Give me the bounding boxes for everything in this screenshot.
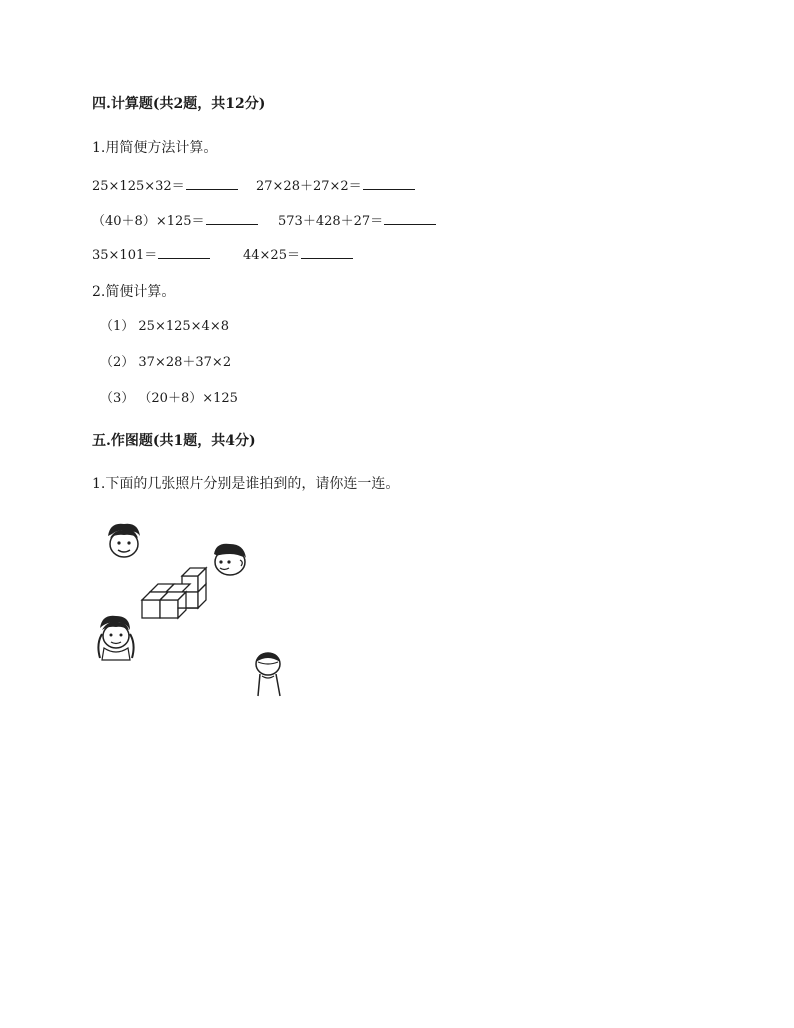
girl-face-icon bbox=[98, 616, 133, 660]
expression-4-1-e: 35×101＝ bbox=[92, 246, 210, 265]
answer-blank[interactable] bbox=[363, 177, 415, 190]
calc-item-2: （2） 37×28＋37×2 bbox=[100, 355, 232, 370]
expression-4-1-b: 27×28＋27×2＝ bbox=[256, 177, 415, 196]
answer-blank[interactable] bbox=[206, 212, 258, 225]
question-prompt-4-2: 2.简便计算。 bbox=[92, 284, 176, 300]
answer-blank[interactable] bbox=[186, 177, 238, 190]
expression-4-1-c: （40＋8）×125＝ bbox=[92, 212, 258, 231]
answer-blank[interactable] bbox=[301, 246, 353, 259]
child-back-icon bbox=[256, 653, 280, 696]
expression-4-1-a: 25×125×32＝ bbox=[92, 177, 238, 196]
question-prompt-5-1: 1.下面的几张照片分别是谁拍到的，请你连一连。 bbox=[92, 476, 400, 492]
answer-blank[interactable] bbox=[158, 246, 210, 259]
calc-item-3: （3） （20＋8）×125 bbox=[100, 391, 238, 406]
question-prompt-4-1: 1.用简便方法计算。 bbox=[92, 140, 218, 156]
boy-face-icon bbox=[108, 524, 140, 557]
section-heading-5: 五.作图题(共1题，共4分) bbox=[92, 433, 256, 449]
answer-blank[interactable] bbox=[384, 212, 436, 225]
section-heading-4: 四.计算题(共2题，共12分) bbox=[92, 96, 266, 112]
expression-4-1-f: 44×25＝ bbox=[243, 246, 353, 265]
calc-item-1: （1） 25×125×4×8 bbox=[100, 319, 229, 334]
boy-side-icon bbox=[214, 544, 246, 575]
expression-4-1-d: 573＋428＋27＝ bbox=[278, 212, 436, 231]
viewpoint-figure bbox=[92, 508, 292, 700]
cube-stack-icon bbox=[142, 568, 206, 618]
